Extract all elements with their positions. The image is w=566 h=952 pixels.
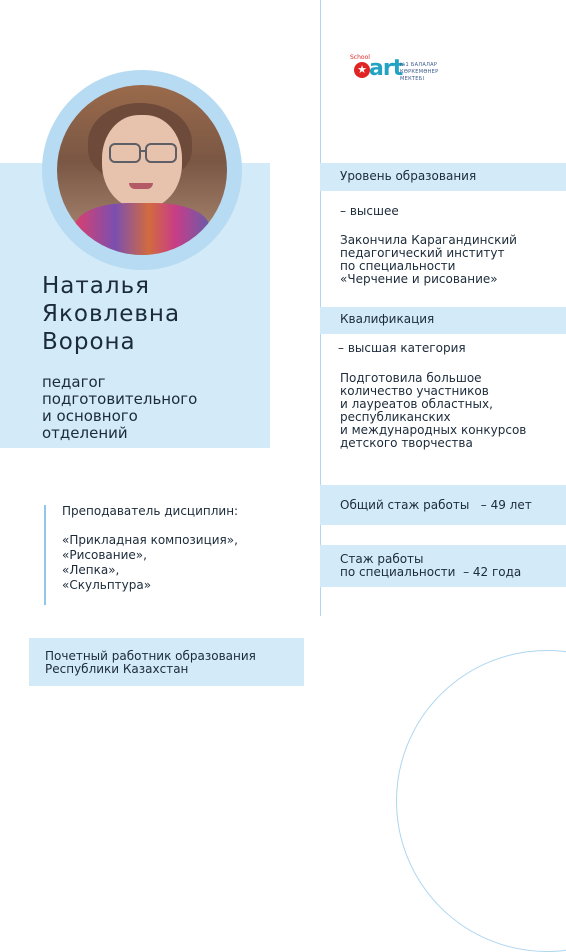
education-label: Уровень образования	[340, 169, 477, 183]
logo-school-name	[400, 62, 438, 83]
star-icon: ★	[354, 62, 370, 78]
avatar-glasses-bridge	[139, 150, 147, 152]
discipline-item: «Лепка»,	[62, 563, 120, 577]
education-desc-line: «Черчение и рисование»	[340, 272, 498, 286]
education-description	[340, 234, 550, 286]
logo-line-3: МЕКТЕБІ	[400, 76, 425, 82]
logo-line-2: КӨРКЕМӨНЕР	[400, 69, 439, 75]
school-logo	[350, 52, 450, 88]
qualification-desc-line: количество участников	[340, 384, 489, 398]
education-desc-line: Закончила Карагандинский	[340, 233, 517, 247]
qualification-desc-line: детского творчества	[340, 436, 473, 450]
discipline-item: «Прикладная композиция»,	[62, 533, 238, 547]
discipline-item: «Скульптура»	[62, 578, 152, 592]
name-line-2: Яковлевна	[42, 301, 181, 327]
discipline-item: «Рисование»,	[62, 548, 147, 562]
qualification-desc-line: и лауреатов областных,	[340, 397, 493, 411]
avatar-glasses-left	[109, 143, 141, 163]
specialty-experience-line-2: по специальности – 42 года	[340, 565, 522, 579]
education-desc-line: педагогический институт	[340, 246, 505, 260]
specialty-experience	[340, 553, 560, 579]
total-experience: Общий стаж работы – 49 лет	[340, 498, 532, 512]
teacher-role	[42, 374, 262, 442]
role-line-3: и основного	[42, 407, 138, 425]
honor-line-2: Республики Казахстан	[45, 662, 189, 676]
avatar	[57, 85, 227, 255]
disciplines-accent-bar	[44, 505, 46, 605]
honor-line-1: Почетный работник образования	[45, 649, 256, 663]
honor-title	[45, 650, 300, 676]
logo-school-text: School	[350, 54, 370, 61]
qualification-category: – высшая категория	[338, 341, 466, 355]
logo-line-1: №1 БАЛАЛАР	[400, 62, 438, 68]
role-line-4: отделений	[42, 424, 128, 442]
qualification-label: Квалификация	[340, 312, 435, 326]
role-line-1: педагог	[42, 373, 106, 391]
qualification-description	[340, 372, 560, 450]
avatar-scarf	[75, 203, 209, 255]
education-level: – высшее	[340, 204, 399, 218]
name-line-3: Ворона	[42, 329, 136, 355]
qualification-desc-line: республиканских	[340, 410, 451, 424]
teacher-name	[42, 272, 262, 356]
role-line-2: подготовительного	[42, 390, 198, 408]
qualification-desc-line: Подготовила большое	[340, 371, 482, 385]
education-desc-line: по специальности	[340, 259, 456, 273]
name-line-1: Наталья	[42, 273, 150, 299]
logo-art-text: art	[369, 56, 403, 81]
decorative-circle	[396, 650, 566, 952]
qualification-desc-line: и международных конкурсов	[340, 423, 527, 437]
specialty-experience-line-1: Стаж работы	[340, 552, 424, 566]
disciplines-list	[62, 533, 238, 593]
avatar-glasses-right	[145, 143, 177, 163]
avatar-lips	[129, 183, 153, 189]
disciplines-title: Преподаватель дисциплин:	[62, 504, 239, 518]
